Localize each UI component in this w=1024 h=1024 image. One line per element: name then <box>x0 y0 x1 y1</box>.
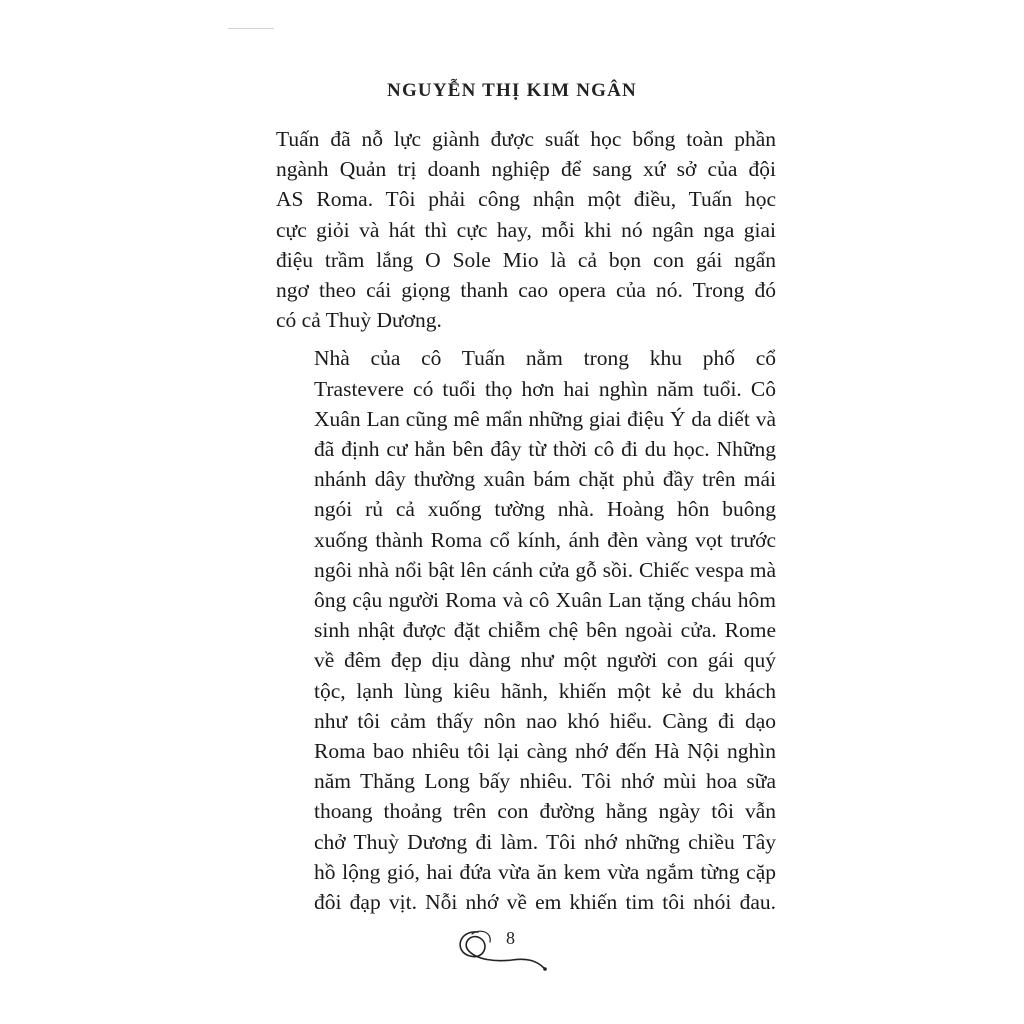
text-line: đôi đạp vịt. Nỗi nhớ về em khiến tim tôi nhói đau. <box>314 890 776 915</box>
text-line: về đêm đẹp dịu dàng như một người con gái quý <box>314 648 776 673</box>
text-line: ngơ theo cái giọng thanh cao opera của nó. Trong đó <box>276 278 776 303</box>
text-line: ông cậu người Roma và cô Xuân Lan tặng cháu hôm <box>314 588 776 613</box>
text-line: sinh nhật được đặt chiễm chệ bên ngoài cửa. Rome <box>314 618 776 643</box>
text-line: chở Thuỳ Dương đi làm. Tôi nhớ những chiều Tây <box>314 829 776 854</box>
text-line: hồ lộng gió, hai đứa vừa ăn kem vừa ngắm từng cặp <box>314 859 776 884</box>
text-line: thoang thoảng trên con đường hằng ngày tôi vẫn <box>314 799 776 824</box>
text-line: ngành Quản trị doanh nghiệp để sang xứ sở của đội <box>276 157 776 182</box>
text-line: có cả Thuỳ Dương. <box>276 308 442 333</box>
text-line: nhánh dây thường xuân bám chặt phủ đầy trên mái <box>314 467 776 492</box>
page-number: 8 <box>506 928 515 948</box>
text-line: đã định cư hẳn bên đây từ thời cô đi du học. Những <box>314 437 776 462</box>
text-line: ngói rủ cả xuống tường nhà. Hoàng hôn buông <box>314 497 776 522</box>
text-line: tộc, lạnh lùng kiêu hãnh, khiến một kẻ du khách <box>314 678 776 703</box>
text-line: năm Thăng Long bấy nhiêu. Tôi nhớ mùi hoa sữa <box>314 769 776 794</box>
text-line: ngôi nhà nổi bật lên cánh cửa gỗ sồi. Chiếc vespa mà <box>314 557 776 582</box>
paragraph-1 <box>276 124 776 335</box>
text-line: điệu trầm lắng O Sole Mio là cả bọn con gái ngẩn <box>276 247 776 272</box>
text-line: AS Roma. Tôi phải công nhận một điều, Tuấn học <box>276 187 776 212</box>
text-line: cực giỏi và hát thì cực hay, mỗi khi nó ngân nga giai <box>276 217 776 242</box>
page-footer <box>452 922 572 982</box>
running-header: NGUYỄN THỊ KIM NGÂN <box>387 80 637 101</box>
text-line: Tuấn đã nỗ lực giành được suất học bổng toàn phần <box>276 127 776 151</box>
flourish-ornament-icon <box>452 922 552 978</box>
text-line: Trastevere có tuổi thọ hơn hai nghìn năm tuổi. Cô <box>314 376 776 401</box>
text-line: Nhà của cô Tuấn nằm trong khu phố cổ <box>314 346 776 371</box>
text-line: như tôi cảm thấy nôn nao khó hiểu. Càng đi dạo <box>314 708 776 733</box>
body-text <box>276 124 776 917</box>
paragraph-2 <box>276 343 776 917</box>
text-line: xuống thành Roma cổ kính, ánh đèn vàng vọt trước <box>314 527 776 552</box>
text-line: Xuân Lan cũng mê mẩn những giai điệu Ý da diết và <box>314 406 776 431</box>
page-edge-mark <box>228 28 274 29</box>
text-line: Roma bao nhiêu tôi lại càng nhớ đến Hà Nội nghìn <box>314 739 776 764</box>
